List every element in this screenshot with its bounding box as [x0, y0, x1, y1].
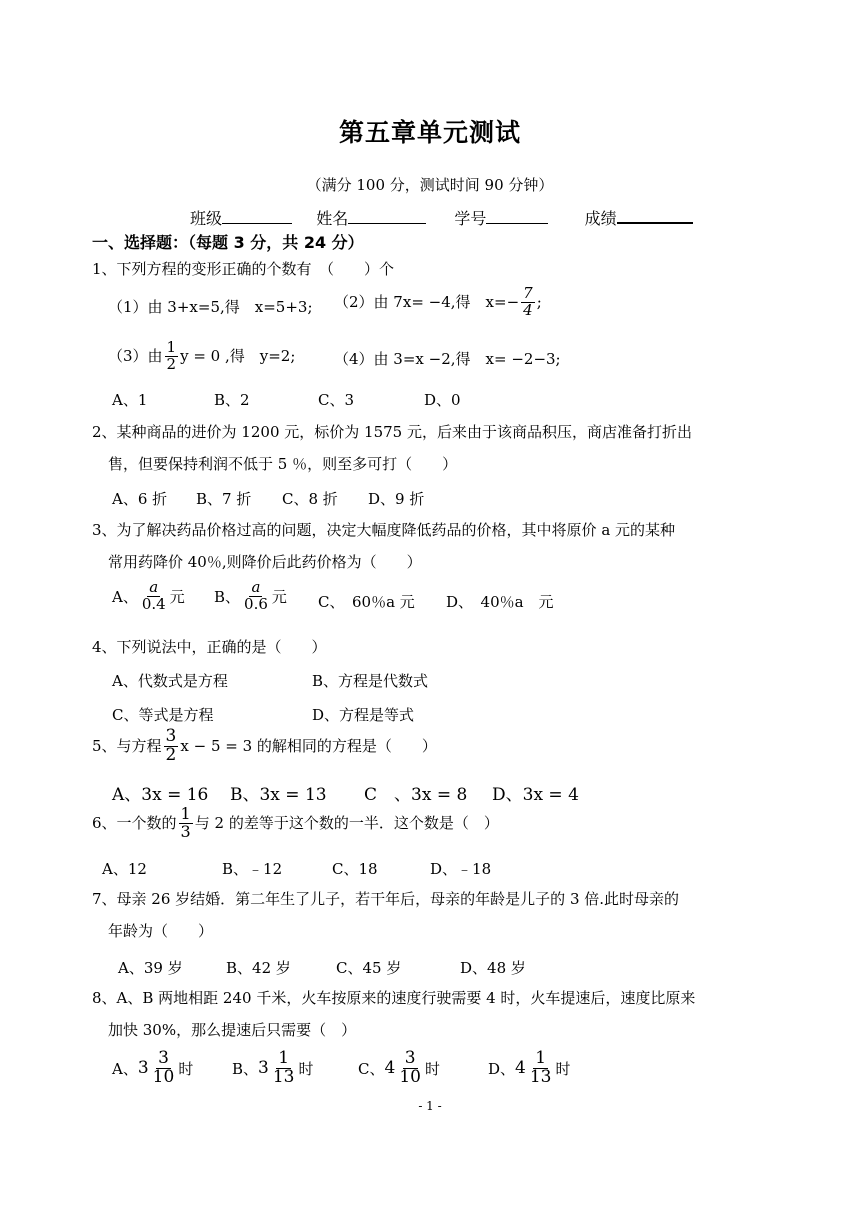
q6-option-c[interactable]: C、18	[332, 860, 378, 878]
q5-text: 5、与方程	[92, 737, 162, 756]
mixed-number-whole: 4	[384, 1058, 396, 1079]
question-7-line-1: 7、母亲 26 岁结婚．第二年生了儿子，若干年后，母亲的年龄是儿子的 3 倍.此时母亲的	[92, 890, 680, 908]
q5-option-d[interactable]: D、3x = 4	[492, 785, 579, 805]
fraction-numerator: 1	[535, 1048, 547, 1068]
q8-option-d[interactable]	[488, 1050, 571, 1087]
section-heading: 一、选择题：（每题 3 分，共 24 分）	[92, 233, 364, 252]
q3-b-fraction	[242, 580, 270, 613]
q4-option-a[interactable]: A、代数式是方程	[112, 672, 228, 690]
score-label: 成绩	[584, 209, 617, 228]
q6-option-a[interactable]: A、12	[102, 860, 147, 878]
fraction-denominator: 10	[152, 1066, 175, 1087]
q2-option-b[interactable]: B、7 折	[196, 490, 252, 508]
fraction-numerator: 1	[278, 1048, 290, 1068]
q8-b-fraction	[271, 1050, 297, 1087]
fraction-denominator: 2	[166, 354, 177, 373]
q8-a-fraction	[151, 1050, 177, 1087]
option-unit: 时	[555, 1059, 571, 1078]
option-letter: D、	[488, 1059, 516, 1078]
q1-s2-text: （2）由 7x= −4,得 x=	[334, 293, 507, 312]
q8-option-a[interactable]	[112, 1050, 193, 1087]
q7-option-d[interactable]: D、48 岁	[460, 959, 526, 977]
question-5-stem	[92, 728, 437, 765]
q3-option-a[interactable]	[112, 580, 185, 613]
q2-option-d[interactable]: D、9 折	[368, 490, 425, 508]
option-letter: B、	[232, 1059, 259, 1078]
q2-option-c[interactable]: C、8 折	[282, 490, 338, 508]
option-unit: 元	[169, 587, 185, 606]
q1-s3-fraction	[165, 340, 179, 373]
fraction-numerator: 1	[166, 338, 177, 356]
q1-s2-fraction	[521, 286, 535, 319]
q5-option-c[interactable]: C 、3x = 8	[364, 785, 468, 805]
q6-fraction	[179, 806, 193, 841]
question-2-line-1: 2、某种商品的进价为 1200 元，标价为 1575 元，后来由于该商品积压，商店准备打折出	[92, 423, 692, 441]
class-label: 班级	[190, 209, 223, 228]
fraction-numerator: 1	[180, 804, 191, 823]
q7-option-c[interactable]: C、45 岁	[336, 959, 402, 977]
q1-s3-end: y = 0 ,得 y=2;	[180, 347, 296, 366]
q4-option-d[interactable]: D、方程是等式	[312, 706, 415, 724]
option-letter: A、	[112, 587, 138, 606]
fraction-denominator: 13	[529, 1066, 552, 1087]
q5-option-a[interactable]: A、3x = 16	[112, 785, 209, 805]
name-label: 姓名	[316, 209, 349, 228]
q8-option-c[interactable]	[358, 1050, 440, 1087]
q1-option-c[interactable]: C、3	[318, 391, 355, 409]
q6-option-b[interactable]: B、﹣12	[222, 860, 283, 878]
fraction-denominator: 0.4	[141, 594, 166, 613]
q5-equation: x − 5 = 3 的解相同的方程是（ ）	[180, 737, 437, 756]
q1-statement-4: （4）由 3=x −2,得 x= −2−3;	[334, 350, 561, 368]
page-title: 第五章单元测试	[338, 118, 521, 147]
option-unit: 时	[298, 1059, 314, 1078]
student-info-row	[190, 206, 693, 228]
q5-fraction	[164, 728, 179, 765]
option-unit: 时	[178, 1059, 194, 1078]
fraction-numerator: 3	[404, 1048, 416, 1068]
question-6-stem	[92, 806, 499, 841]
fraction-numerator: 3	[158, 1048, 169, 1068]
q3-a-fraction	[140, 580, 168, 613]
q3-option-d[interactable]: D、 40％a 元	[446, 593, 554, 611]
q1-option-d[interactable]: D、0	[424, 391, 461, 409]
class-blank[interactable]	[222, 207, 292, 224]
q8-c-fraction	[397, 1050, 423, 1087]
option-letter: B、	[214, 587, 241, 606]
q1-statement-3	[108, 340, 295, 373]
q1-s2-minus: −	[506, 293, 520, 312]
score-blank[interactable]	[617, 206, 693, 224]
q6-option-d[interactable]: D、﹣18	[430, 860, 492, 878]
q1-s3-text: （3）由	[108, 347, 163, 366]
q1-statement-1: （1）由 3+x=5,得 x=5+3;	[108, 298, 313, 316]
id-blank[interactable]	[486, 207, 548, 224]
fraction-denominator: 10	[399, 1066, 421, 1087]
fraction-numerator: 3	[165, 726, 177, 746]
q1-s2-end: ;	[536, 293, 542, 312]
question-1-stem: 1、下列方程的变形正确的个数有 （ ）个	[92, 260, 395, 278]
fraction-numerator: 7	[523, 284, 533, 302]
fraction-numerator: a	[251, 578, 261, 596]
fraction-denominator: 13	[272, 1066, 295, 1087]
option-letter: A、	[112, 1059, 138, 1078]
q4-option-b[interactable]: B、方程是代数式	[312, 672, 429, 690]
question-4-stem: 4、下列说法中，正确的是（ ）	[92, 638, 327, 656]
q2-option-a[interactable]: A、6 折	[112, 490, 168, 508]
mixed-number-whole: 4	[515, 1058, 526, 1079]
q7-option-b[interactable]: B、42 岁	[226, 959, 291, 977]
name-blank[interactable]	[348, 207, 426, 224]
q7-option-a[interactable]: A、39 岁	[118, 959, 183, 977]
option-unit: 元	[271, 587, 287, 606]
q1-option-b[interactable]: B、2	[214, 391, 250, 409]
question-8-line-1: 8、A、B 两地相距 240 千米，火车按原来的速度行驶需要 4 时，火车提速后，速度比原来	[92, 989, 696, 1007]
option-letter: C、	[358, 1059, 385, 1078]
q1-statement-2	[334, 286, 542, 319]
option-unit: 时	[424, 1059, 440, 1078]
q3-option-c[interactable]: C、 60％a 元	[318, 593, 415, 611]
fraction-denominator: 2	[165, 744, 177, 765]
id-label: 学号	[454, 209, 487, 228]
fraction-denominator: 3	[180, 821, 191, 841]
question-3-line-1: 3、为了解决药品价格过高的问题，决定大幅度降低药品的价格，其中将原价 a 元的某种	[92, 521, 676, 539]
q6-text: 6、一个数的	[92, 814, 177, 833]
fraction-denominator: 4	[523, 300, 533, 319]
question-3-line-2: 常用药降价 40％,则降价后此药价格为（ ）	[108, 553, 422, 571]
question-7-line-2: 年龄为（ ）	[108, 922, 214, 940]
q6-text-end: 与 2 的差等于这个数的一半．这个数是（ ）	[194, 814, 499, 833]
question-8-line-2: 加快 30%，那么提速后只需要（ ）	[108, 1021, 357, 1039]
mixed-number-whole: 3	[258, 1058, 269, 1079]
page-number: - 1 -	[418, 1099, 442, 1113]
q3-option-b[interactable]	[214, 580, 287, 613]
q5-option-b[interactable]: B、3x = 13	[230, 785, 327, 805]
fraction-denominator: 0.6	[244, 594, 268, 613]
q8-option-b[interactable]	[232, 1050, 314, 1087]
page-subtitle: （满分 100 分，测试时间 90 分钟）	[306, 176, 554, 194]
q4-option-c[interactable]: C、等式是方程	[112, 706, 214, 724]
question-2-line-2: 售，但要保持利润不低于 5 ％，则至多可打（ ）	[108, 455, 458, 473]
fraction-numerator: a	[149, 578, 159, 596]
mixed-number-whole: 3	[137, 1058, 149, 1079]
q8-d-fraction	[528, 1050, 554, 1087]
q1-option-a[interactable]: A、1	[112, 391, 148, 409]
